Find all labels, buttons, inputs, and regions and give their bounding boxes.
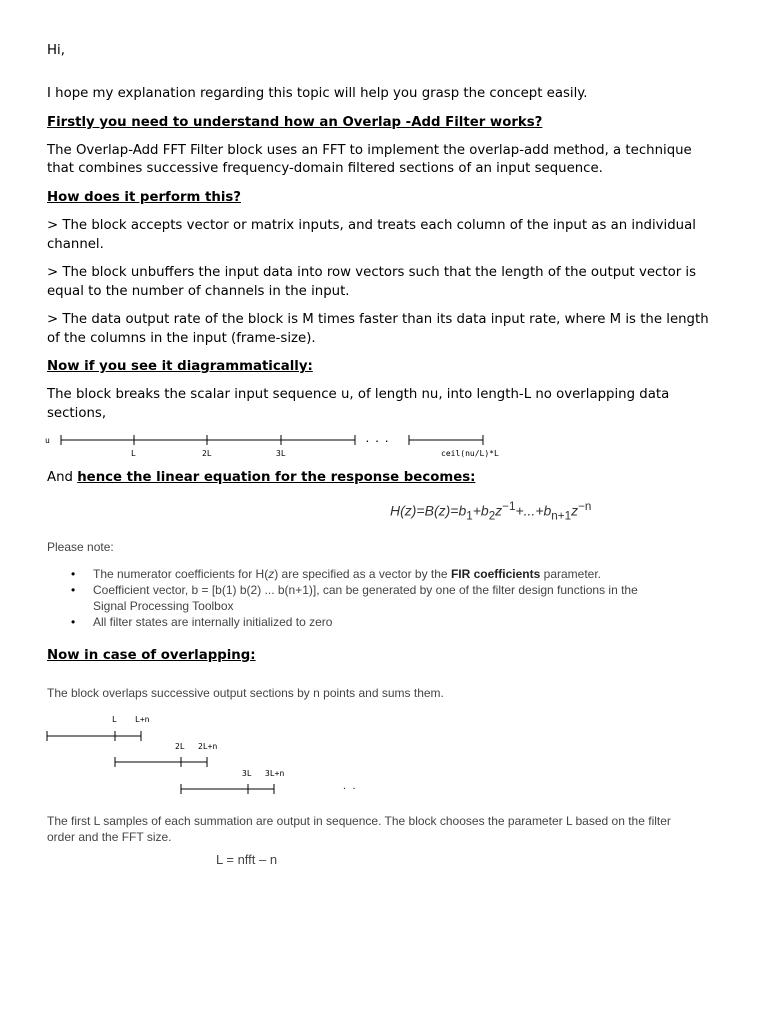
equation-L: L = nfft – n: [216, 852, 278, 867]
para3-emphasis: hence the linear equation for the response becomes:: [77, 470, 476, 485]
heading-diagrammatically: Now if you see it diagrammatically:: [47, 359, 313, 374]
bullet3-line2: of the columns in the input (frame-size).: [47, 331, 316, 346]
list-item: • The numerator coefficients for H(z) are specified as a vector by the FIR coefficients parameter.: [47, 566, 727, 582]
overlap-text: The block overlaps successive output sections by n points and sums them.: [47, 686, 444, 700]
list-item: • Coefficient vector, b = [b(1) b(2) ... b(n+1)], can be generated by one of the filter design functions in the Signal Processing Toolbox: [47, 582, 727, 614]
u-label: u: [45, 436, 50, 445]
para1-line1: The Overlap-Add FFT Filter block uses an FFT to implement the overlap-add method, a technique: [47, 143, 692, 158]
continuation-dots: . . .: [365, 435, 390, 444]
intro-text: I hope my explanation regarding this topic will help you grasp the concept easily.: [47, 86, 588, 101]
heading-overlap-add: Firstly you need to understand how an Overlap -Add Filter works?: [47, 115, 543, 130]
para3: [47, 469, 475, 488]
para2-line2: sections,: [47, 406, 107, 421]
overlap-diagram: [40, 710, 380, 800]
please-note: Please note:: [47, 540, 114, 554]
para3-prefix: And: [47, 470, 78, 485]
tick-label-3L: 3L: [276, 449, 286, 458]
para2-line1: The block breaks the scalar input sequence u, of length nu, into length-L no overlapping data: [47, 387, 670, 402]
tick-label-2L: 2L: [202, 449, 212, 458]
bullet3-line1: > The data output rate of the block is M times faster than its data input rate, where M is the length: [47, 312, 709, 327]
label-2L-plus-n: 2L+n: [198, 742, 218, 751]
label-2L: 2L: [175, 742, 185, 751]
label-L: L: [112, 715, 117, 724]
bullet1-line1: > The block accepts vector or matrix inputs, and treats each column of the input as an individual: [47, 218, 696, 233]
label-3L: 3L: [242, 769, 252, 778]
heading-how-perform: How does it perform this?: [47, 190, 241, 205]
final-line2: order and the FFT size.: [47, 830, 172, 844]
notes-list: [47, 566, 727, 630]
label-L-plus-n: L+n: [135, 715, 150, 724]
heading-overlapping: Now in case of overlapping:: [47, 648, 256, 663]
sections-diagram: [40, 428, 520, 460]
list-item: • All filter states are internally initialized to zero: [47, 614, 727, 630]
para1-line2: that combines successive frequency-domain filtered sections of an input sequence.: [47, 161, 603, 176]
bullet1-line2: channel.: [47, 237, 104, 252]
final-line1: The first L samples of each summation are output in sequence. The block chooses the parameter L based on the filter: [47, 814, 671, 828]
formula-lhs: H(z)=B(z)=b: [390, 502, 467, 519]
bullet2-line2: equal to the number of channels in the input.: [47, 284, 350, 299]
bullet2-line1: > The block unbuffers the input data into row vectors such that the length of the output vector is: [47, 265, 697, 280]
transfer-function-formula: $H(z)=B(z)=b_1+b_2z^{-1}+...+b_{n+1}z^{-n}$: [390, 500, 592, 523]
tick-label-L: L: [131, 449, 136, 458]
greeting: Hi,: [47, 43, 65, 58]
continuation-dots: . .: [342, 782, 357, 791]
tick-label-end: ceil(nu/L)*L: [441, 449, 499, 458]
label-3L-plus-n: 3L+n: [265, 769, 285, 778]
